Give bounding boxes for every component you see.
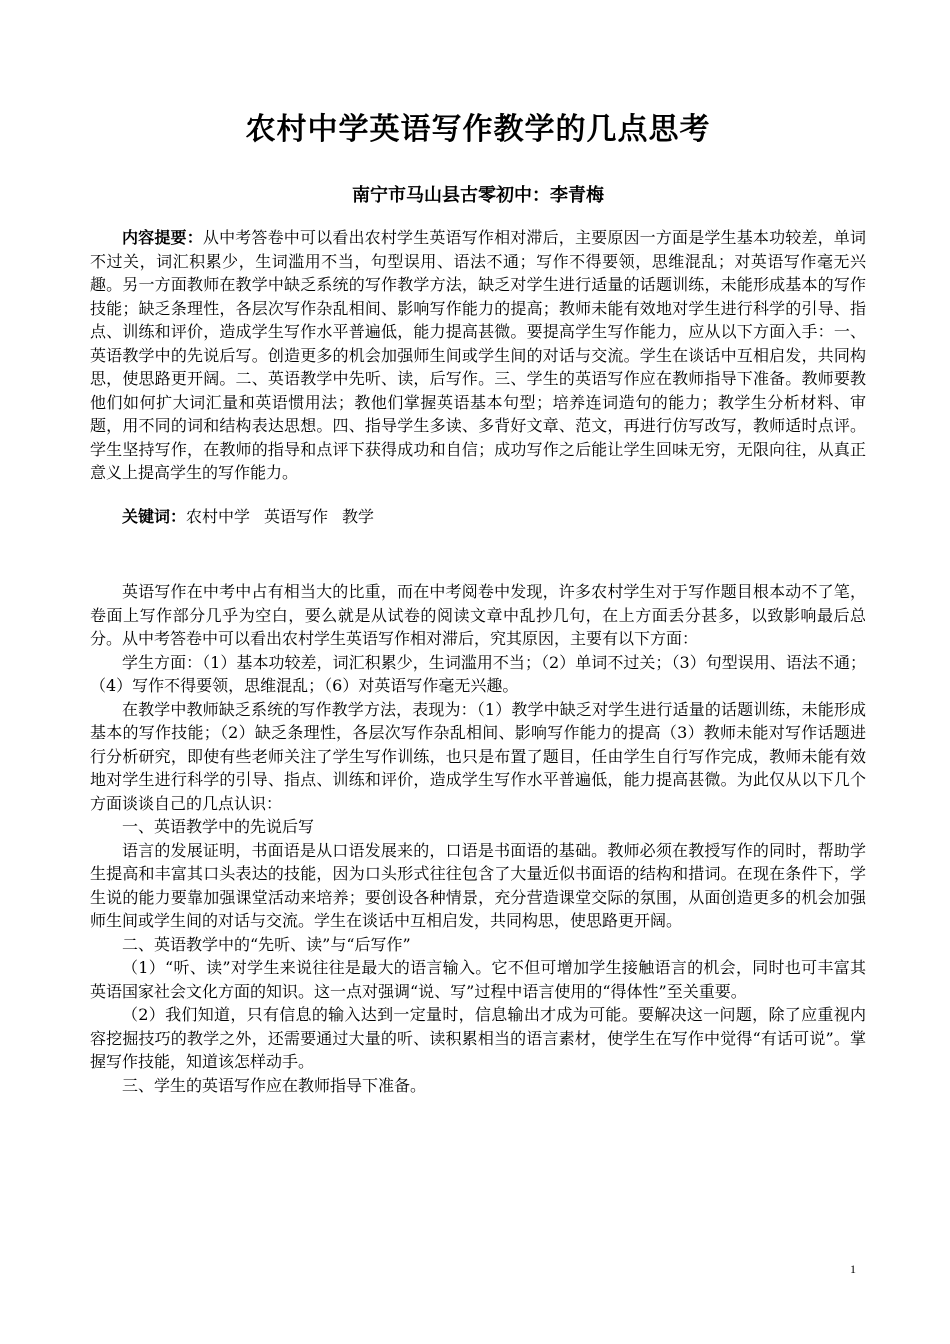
section-heading: 三、学生的英语写作应在教师指导下准备。	[122, 1075, 427, 1095]
section-heading: 二、英语教学中的“先听、读”与“后写作”	[122, 934, 411, 954]
paragraph: 学生方面：（1）基本功较差，词汇积累少，生词滥用不当；（2）单词不过关；（3）句型误用、语法不通；（4）写作不得要领，思维混乱；（6）对英语写作毫无兴趣。	[90, 652, 866, 695]
author-line: 南宁市马山县古零初中：李青梅	[352, 185, 604, 206]
document-title: 农村中学英语写作教学的几点思考	[245, 112, 711, 147]
paragraph: 在教学中教师缺乏系统的写作教学方法，表现为：（1）教学中缺乏对学生进行适量的话题训练，未能形成基本的写作技能；（2）缺乏条理性，各层次写作杂乱相间、影响写作能力的提高（3）教师未能对写作话题进行分析研究，即使有些老师关注了学生写作训练，也只是布置了题目，任由学生自行写作完成，教师未能有效地对学生进行科学的引导、指点、训练和评价，造成学生写作水平普遍低，能力提高甚微。为此仅从以下几个方面谈谈自己的几点认识：	[90, 699, 866, 813]
paragraph: 语言的发展证明，书面语是从口语发展来的，口语是书面语的基础。教师必须在教授写作的同时，帮助学生提高和丰富其口头表达的技能，因为口头形式往往包含了大量近似书面语的结构和措词。在现在条件下，学生说的能力要靠加强课堂活动来培养；要创设各种情景，充分营造课堂交际的氛围，从面创造更多的机会加强师生间或学生间的对话与交流。学生在谈话中互相启发，共同构思，使思路更开阔。	[90, 840, 866, 930]
body-text	[90, 580, 866, 1097]
keywords	[90, 505, 866, 529]
paragraph: （2）我们知道，只有信息的输入达到一定量时，信息输出才成为可能。要解决这一问题，除了应重视内容挖掘技巧的教学之外，还需要通过大量的听、读积累相当的语言素材，使学生在写作中觉得“有话可说”。掌握写作技能，知道该怎样动手。	[90, 1005, 866, 1071]
document-page	[90, 100, 866, 1097]
paragraph: 英语写作在中考中占有相当大的比重，而在中考阅卷中发现，许多农村学生对于写作题目根本动不了笔，卷面上写作部分几乎为空白，要么就是从试卷的阅读文章中乱抄几句，在上方面丢分甚多，以致影响最后总分。从中考答卷中可以看出农村学生英语写作相对滞后，究其原因，主要有以下方面：	[90, 582, 866, 648]
section-heading: 一、英语教学中的先说后写	[122, 817, 315, 836]
abstract-label: 内容提要：	[122, 228, 203, 247]
abstract	[90, 226, 866, 485]
keyword-item: 农村中学	[186, 506, 251, 526]
page-number: 1	[850, 1262, 856, 1276]
keywords-label: 关键词：	[122, 506, 187, 526]
keyword-item: 英语写作	[264, 506, 329, 526]
keyword-item: 教学	[342, 506, 375, 526]
abstract-text: 从中考答卷中可以看出农村学生英语写作相对滞后，主要原因一方面是学生基本功较差，单词不过关，词汇积累少，生词滥用不当，句型误用、语法不通；写作不得要领，思维混乱；对英语写作毫无兴趣。另一方面教师在教学中缺乏系统的写作教学方法，缺乏对学生进行适量的话题训练，未能形成基本的写作技能；缺乏条理性，各层次写作杂乱相间、影响写作能力的提高；教师未能有效地对学生进行科学的引导、指点、训练和评价，造成学生写作水平普遍低，能力提高甚微。要提高学生写作能力，应从以下方面入手：一、英语教学中的先说后写。创造更多的机会加强师生间或学生间的对话与交流。学生在谈话中互相启发，共同构思，使思路更开阔。二、英语教学中先听、读，后写作。三、学生的英语写作应在教师指导下准备。教师要教他们如何扩大词汇量和英语惯用法；教他们掌握英语基本句型；培养连词造句的能力；教学生分析材料、审题，用不同的词和结构表达思想。四、指导学生多读、多背好文章、范文，再进行仿写改写，教师适时点评。学生坚持写作，在教师的指导和点评下获得成功和自信；成功写作之后能让学生回味无穷，无限向往，从真正意义上提高学生的写作能力。	[90, 228, 866, 482]
paragraph: （1）“听、读”对学生来说往往是最大的语言输入。它不但可增加学生接触语言的机会，同时也可丰富其英语国家社会文化方面的知识。这一点对强调“说、写”过程中语言使用的“得体性”至关重要。	[90, 958, 866, 1001]
